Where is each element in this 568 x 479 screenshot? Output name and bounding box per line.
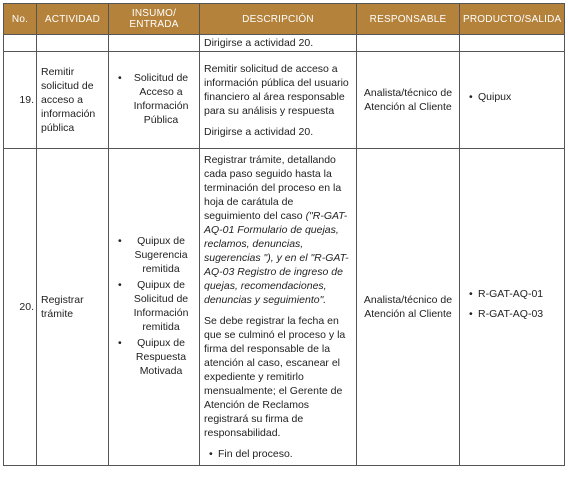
cell-insumo xyxy=(109,149,200,466)
list-item: • R-GAT-AQ-03 xyxy=(478,307,560,321)
list-item: • Solicitud de Acceso a Información Pública xyxy=(127,71,195,127)
descripcion-text xyxy=(204,153,352,307)
cell-actividad: Registrar trámite xyxy=(37,149,109,466)
table-row-20 xyxy=(4,149,565,466)
cell-descripcion xyxy=(200,35,357,52)
header-no: No. xyxy=(4,4,37,35)
cell-insumo xyxy=(109,52,200,149)
descripcion-text: Remitir solicitud de acceso a información pública del usuario financiero al área responsable para su análisis y respuesta xyxy=(204,62,349,117)
cell-actividad: Remitir solicitud de acceso a información pública xyxy=(37,52,109,149)
cell-no: 20. xyxy=(4,149,37,466)
descripcion-text: Dirigirse a actividad 20. xyxy=(204,125,314,138)
list-item: • R-GAT-AQ-01 xyxy=(478,287,560,301)
table-row-19 xyxy=(4,52,565,149)
cell-producto xyxy=(460,52,565,149)
header-actividad: ACTIVIDAD xyxy=(37,4,109,35)
descripcion-text: Dirigirse a actividad 20. xyxy=(204,37,314,49)
list-item: • Quipux de Solicitud de Información remitida xyxy=(127,278,195,334)
cell-descripcion xyxy=(200,52,357,149)
list-item: • Quipux de Sugerencia remitida xyxy=(127,234,195,276)
cell-producto xyxy=(460,149,565,466)
header-insumo: INSUMO/ ENTRADA xyxy=(109,4,200,35)
cell-responsable xyxy=(357,35,460,52)
descripcion-part: ("R-GAT-AQ-01 Formulario de quejas, reclamos, denuncias, sugerencias "), y en el "R-GAT-AQ-03 Registro de ingreso de quejas, recomendaciones, denuncias y seguimiento". xyxy=(204,210,349,306)
cell-no xyxy=(4,35,37,52)
list-item: • Fin del proceso. xyxy=(218,447,352,461)
cell-descripcion xyxy=(200,149,357,466)
list-item: • Quipux de Respuesta Motivada xyxy=(127,336,195,378)
descripcion-part: Registrar trámite, detallando cada paso seguido hasta la terminación del proceso en la hoja de carátula de seguimiento del caso xyxy=(204,154,342,222)
table-row-continued xyxy=(4,35,565,52)
cell-responsable: Analista/técnico de Atención al Cliente xyxy=(357,52,460,149)
header-descripcion: DESCRIPCIÓN xyxy=(200,4,357,35)
cell-producto xyxy=(460,35,565,52)
header-responsable: RESPONSABLE xyxy=(357,4,460,35)
cell-actividad xyxy=(37,35,109,52)
descripcion-text: Se debe registrar la fecha en que se culminó el proceso y la firma del responsable de la atención al caso, escanear el expediente y remitirlo mensualmente; el Gerente de Atención de Reclamos registrará su firma de responsabilidad. xyxy=(204,315,346,439)
insumo-list xyxy=(113,71,195,127)
process-table xyxy=(3,3,565,466)
insumo-list xyxy=(113,234,195,378)
header-row xyxy=(4,4,565,35)
cell-insumo xyxy=(109,35,200,52)
list-item: • Quipux xyxy=(478,90,560,104)
cell-responsable: Analista/técnico de Atención al Cliente xyxy=(357,149,460,466)
cell-no: 19. xyxy=(4,52,37,149)
header-producto: PRODUCTO/SALIDA xyxy=(460,4,565,35)
producto-list xyxy=(464,90,560,104)
descripcion-list xyxy=(204,447,352,461)
producto-list xyxy=(464,287,560,321)
